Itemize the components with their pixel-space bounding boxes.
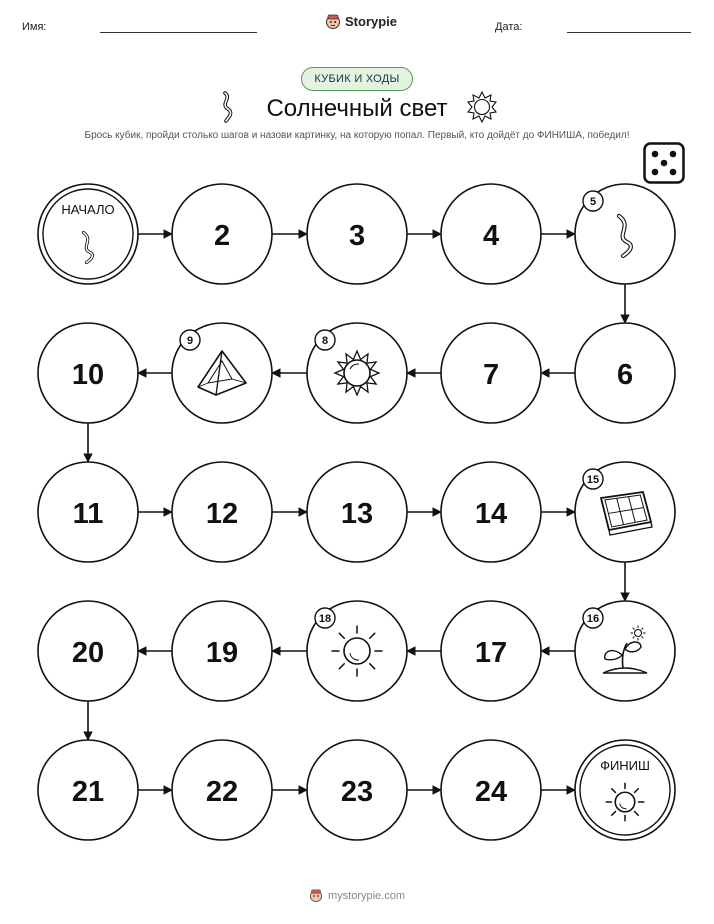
cell-number: 2 <box>213 220 231 252</box>
page-title: Солнечный свет <box>266 95 448 122</box>
board-cell-23 <box>307 740 407 840</box>
board-cell-7 <box>441 323 541 423</box>
badge-number: 8 <box>321 335 329 347</box>
cell-number: 17 <box>474 637 508 669</box>
cell-number: 12 <box>205 498 239 530</box>
cell-number: 23 <box>340 776 374 808</box>
board-cell-19 <box>172 601 272 701</box>
badge-number: 16 <box>586 613 600 625</box>
board-cell-14 <box>441 462 541 562</box>
board-cell-22 <box>172 740 272 840</box>
footer <box>0 888 714 903</box>
cell-number: 10 <box>71 359 105 391</box>
cell-circle <box>575 740 675 840</box>
cell-number: 6 <box>616 359 634 391</box>
badge-number: 5 <box>589 196 597 208</box>
game-type-badge: КУБИК И ХОДЫ <box>301 67 413 91</box>
footer-site[interactable]: mystorypie.com <box>327 889 406 902</box>
cell-number: 21 <box>71 776 105 808</box>
board-cell-24 <box>441 740 541 840</box>
cell-number: 11 <box>72 498 104 530</box>
cell-number: 19 <box>205 637 239 669</box>
cell-circle <box>38 184 138 284</box>
board-cells <box>38 184 675 840</box>
board-cell-17 <box>441 601 541 701</box>
board-cell-13 <box>307 462 407 562</box>
cell-caption: ФИНИШ <box>600 758 650 773</box>
step-number-badge <box>315 608 335 628</box>
board-cell-10 <box>38 323 138 423</box>
board-cell-3 <box>307 184 407 284</box>
board-cell-1 <box>38 184 138 284</box>
board-cell-11 <box>38 462 138 562</box>
badge-number: 9 <box>186 335 194 347</box>
instructions: Брось кубик, пройди столько шагов и назови картинку, на которую попал. Первый, кто дойдёт до ФИНИША, победил! <box>84 130 630 141</box>
step-number-badge <box>583 469 603 489</box>
board-cell-2 <box>172 184 272 284</box>
board-cell-8 <box>307 323 407 423</box>
cell-number: 20 <box>71 637 105 669</box>
step-number-badge <box>583 608 603 628</box>
badge-number: 18 <box>318 613 332 625</box>
brand-name: Storypie <box>345 14 398 29</box>
cell-number: 24 <box>474 776 508 808</box>
name-label: Имя: <box>22 21 47 33</box>
cell-number: 4 <box>482 220 500 252</box>
cell-number: 7 <box>482 359 500 391</box>
cell-number: 22 <box>205 776 239 808</box>
cell-number: 14 <box>474 498 508 530</box>
board-cell-12 <box>172 462 272 562</box>
step-number-badge <box>180 330 200 350</box>
cell-number: 13 <box>340 498 374 530</box>
board-cell-6 <box>575 323 675 423</box>
board-cell-15 <box>575 462 675 562</box>
badge-number: 15 <box>586 474 600 486</box>
board-cell-18 <box>307 601 407 701</box>
board-cell-20 <box>38 601 138 701</box>
board-cell-25 <box>575 740 675 840</box>
cell-caption: НАЧАЛО <box>61 202 115 217</box>
footer-mascot-icon <box>309 888 323 903</box>
step-number-badge <box>583 191 603 211</box>
step-number-badge <box>315 330 335 350</box>
board-cell-4 <box>441 184 541 284</box>
date-label: Дата: <box>495 21 523 33</box>
board-cell-5 <box>575 184 675 284</box>
board-cell-16 <box>575 601 675 701</box>
board-cell-21 <box>38 740 138 840</box>
cell-number: 3 <box>348 220 366 252</box>
board-cell-9 <box>172 323 272 423</box>
